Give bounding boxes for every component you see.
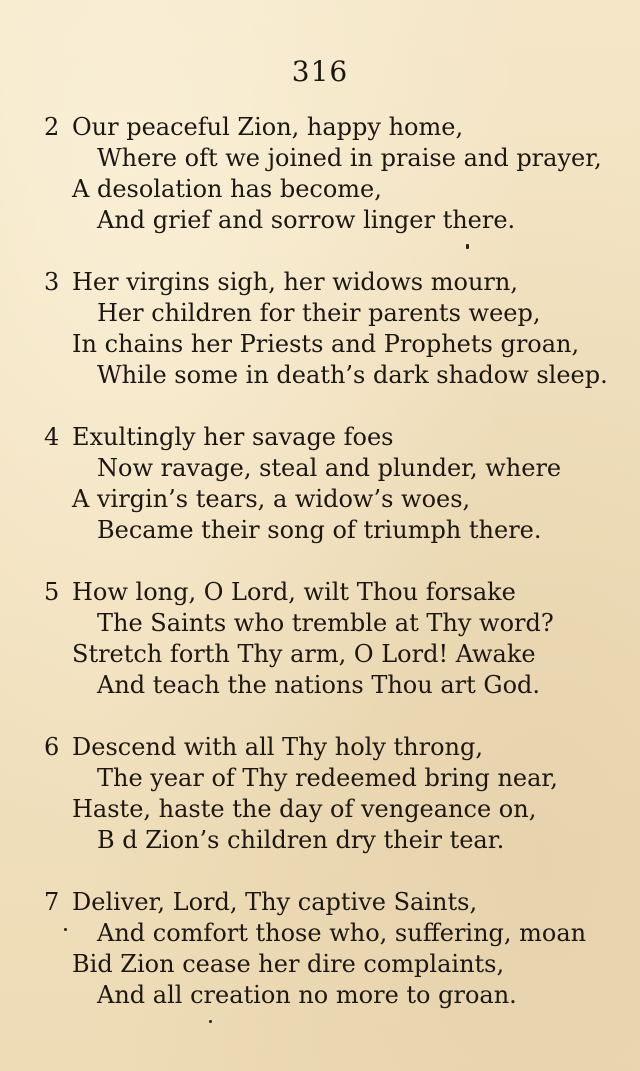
verse-line: Stretch forth Thy arm, O Lord! Awake [72,640,536,668]
verse-4 [0,422,640,546]
verse-6 [0,732,640,856]
verse-line: Exultingly her savage foes [72,423,394,451]
verse-line: A desolation has become, [72,175,382,203]
verse-line: Her virgins sigh, her widows mourn, [72,268,518,296]
verse-line: And grief and sorrow linger there. [97,206,516,234]
verse-line: Bid Zion cease her dire complaints, [72,950,505,978]
verse-line: And all creation no more to groan. [97,981,517,1009]
ink-dot [64,928,67,931]
verse-7 [0,887,640,1011]
verse-line: Haste, haste the day of vengeance on, [72,795,537,823]
verse-number: 7 [44,888,60,916]
verse-line: And teach the nations Thou art God. [97,671,541,699]
verse-line: Descend with all Thy holy throng, [72,733,483,761]
verse-line: Now ravage, steal and plunder, where [97,454,562,482]
verse-number: 2 [44,113,60,141]
verse-line: While some in death’s dark shadow sleep. [97,361,608,389]
verse-line: The Saints who tremble at Thy word? [97,609,554,637]
verse-line: Our peaceful Zion, happy home, [72,113,464,141]
hymn-verses [0,112,640,1042]
verse-line: Her children for their parents weep, [97,299,541,327]
verse-number: 5 [44,578,60,606]
verse-line: Deliver, Lord, Thy captive Saints, [72,888,478,916]
verse-line: Became their song of triumph there. [97,516,542,544]
ink-speck [466,244,469,249]
verse-number: 4 [44,423,60,451]
verse-3 [0,267,640,391]
verse-line: And comfort those who, suffering, moan [97,919,587,947]
verse-number: 6 [44,733,60,761]
page-number: 316 [291,55,349,88]
ink-dot [209,1020,212,1023]
verse-line: In chains her Priests and Prophets groan, [72,330,580,358]
verse-line: Where oft we joined in praise and prayer, [97,144,602,172]
verse-number: 3 [44,268,60,296]
verse-line: A virgin’s tears, a widow’s woes, [72,485,471,513]
verse-line: How long, O Lord, wilt Thou forsake [72,578,516,606]
verse-5 [0,577,640,701]
verse-2 [0,112,640,236]
verse-line: The year of Thy redeemed bring near, [97,764,558,792]
verse-line: B d Zion’s children dry their tear. [97,826,505,854]
